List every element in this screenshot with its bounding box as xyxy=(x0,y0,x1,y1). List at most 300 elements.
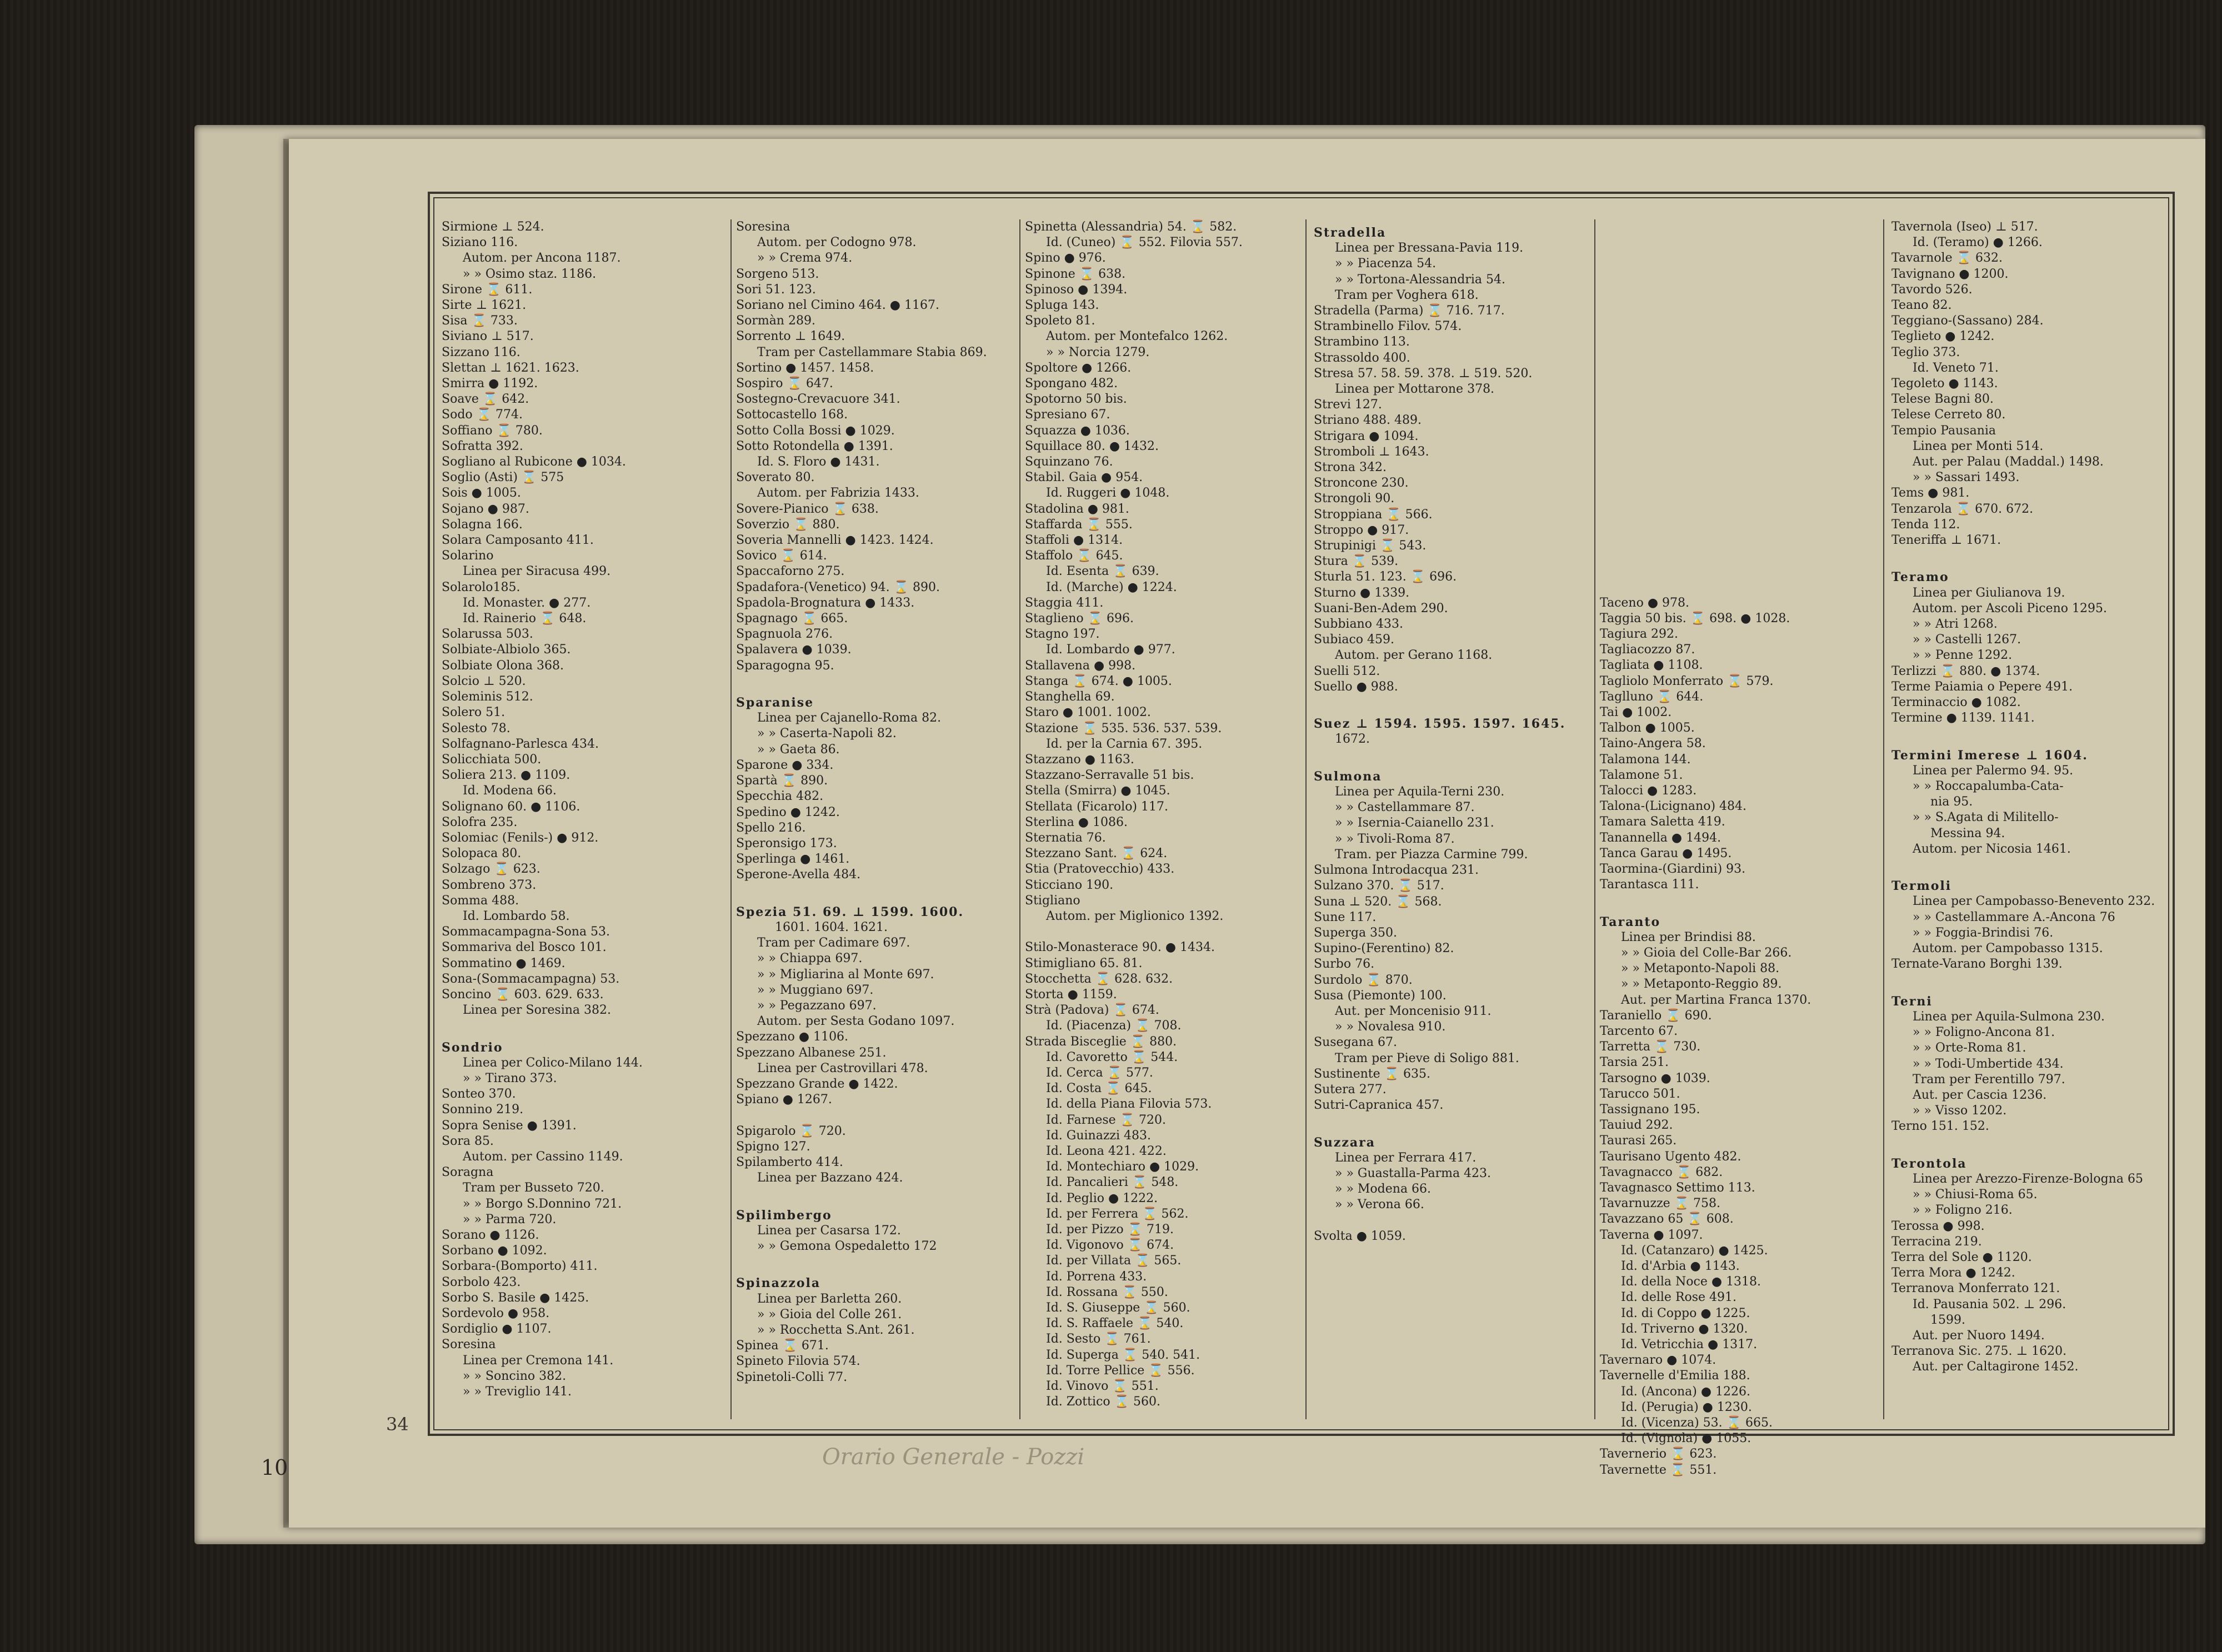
index-entry: Sottocastello 168. xyxy=(736,408,848,422)
index-entry xyxy=(1600,407,1880,423)
column-divider xyxy=(1594,219,1595,1419)
index-entry: Stanga ⌛ 674. ● 1005. xyxy=(1025,674,1172,688)
index-entry: Linea per Monti 514. xyxy=(1913,439,2044,453)
index-entry: Linea per Brindisi 88. xyxy=(1621,930,1756,944)
index-entry: Spezzano Albanese 251. xyxy=(736,1045,887,1060)
index-entry: nia 95. xyxy=(1930,795,1973,809)
index-entry: Terossa ● 998. xyxy=(1891,1219,1985,1233)
index-entry: Stagno 197. xyxy=(1025,627,1100,642)
index-entry: Stellata (Ficarolo) 117. xyxy=(1025,799,1168,814)
index-column-4 xyxy=(1314,219,1594,1419)
index-entry: Aut. per Martina Franca 1370. xyxy=(1621,993,1811,1007)
index-entry xyxy=(1891,726,2172,742)
index-entry: Spinea ⌛ 671. xyxy=(736,1339,829,1353)
index-entry: Id. Vetricchia ● 1317. xyxy=(1621,1338,1758,1352)
index-entry: » » Soncino 382. xyxy=(463,1369,567,1383)
index-entry xyxy=(1314,1113,1594,1129)
index-entry: Id. Modena 66. xyxy=(463,784,557,798)
index-entry: Tavazzano 65 ⌛ 608. xyxy=(1600,1212,1734,1227)
index-entry: Id. Veneto 71. xyxy=(1913,361,1999,375)
index-entry: Id. Esenta ⌛ 639. xyxy=(1046,564,1159,579)
index-entry: Strigara ● 1094. xyxy=(1314,429,1419,443)
index-entry: Id. di Coppo ● 1225. xyxy=(1621,1306,1750,1320)
index-entry: Strambino 113. xyxy=(1314,335,1410,349)
index-entry: Solagna 166. xyxy=(442,517,523,532)
index-entry: Id. Monaster. ● 277. xyxy=(463,595,591,610)
index-entry: Autom. per Fabrizia 1433. xyxy=(757,486,919,500)
index-entry: Sois ● 1005. xyxy=(442,486,521,500)
index-entry: Soverzio ⌛ 880. xyxy=(736,517,840,532)
index-entry: Sofratta 392. xyxy=(442,439,523,453)
index-entry: Sordiglio ● 1107. xyxy=(442,1322,552,1336)
index-entry: Tempio Pausania xyxy=(1891,423,1996,438)
index-entry: Storta ● 1159. xyxy=(1025,987,1117,1002)
index-entry: Linea per Bressana-Pavia 119. xyxy=(1335,241,1524,256)
index-entry: 1672. xyxy=(1335,732,1370,747)
index-entry: Terno 151. 152. xyxy=(1891,1119,1989,1134)
index-entry: » » Atri 1268. xyxy=(1913,617,1998,632)
index-entry: Suello ● 988. xyxy=(1314,679,1398,694)
index-entry: Tavignano ● 1200. xyxy=(1891,267,2009,281)
index-entry: Spiano ● 1267. xyxy=(736,1093,832,1107)
section-heading: Stradella xyxy=(1314,226,1387,240)
index-entry: Sordevolo ● 958. xyxy=(442,1306,550,1320)
index-entry: Linea per Palermo 94. 95. xyxy=(1913,763,2074,778)
index-entry: Stazione ⌛ 535. 536. 537. 539. xyxy=(1025,721,1222,735)
index-entry: Tauiud 292. xyxy=(1600,1118,1673,1133)
index-entry: Sperlinga ● 1461. xyxy=(736,852,850,867)
index-entry: » » Castelli 1267. xyxy=(1913,633,2021,647)
index-entry: Id. Superga ⌛ 540. 541. xyxy=(1046,1348,1200,1362)
index-entry xyxy=(736,883,1017,899)
index-entry: Siziano 116. xyxy=(442,236,518,250)
index-entry xyxy=(1600,893,1880,908)
index-entry: Telese Cerreto 80. xyxy=(1891,408,2006,422)
index-entry: Taggia 50 bis. ⌛ 698. ● 1028. xyxy=(1600,611,1790,625)
index-entry: Sombreno 373. xyxy=(442,878,537,892)
index-entry: Spigarolo ⌛ 720. xyxy=(736,1124,846,1138)
index-entry: Teneriffa ⊥ 1671. xyxy=(1891,533,2001,548)
index-entry xyxy=(1600,423,1880,438)
index-entry: Sirmione ⊥ 524. xyxy=(442,220,544,234)
index-entry: Stazzano ● 1163. xyxy=(1025,752,1134,767)
index-entry: Teggiano-(Sassano) 284. xyxy=(1891,314,2044,328)
index-entry: Tavernette ⌛ 551. xyxy=(1600,1463,1717,1477)
index-entry: Smirra ● 1192. xyxy=(442,377,538,391)
index-entry: Tavarnuzze ⌛ 758. xyxy=(1600,1197,1721,1211)
index-entry: Tavernola (Iseo) ⊥ 517. xyxy=(1891,220,2038,234)
index-entry: Autom. per Codogno 978. xyxy=(757,236,917,250)
index-entry xyxy=(1314,1213,1594,1229)
section-heading: Taranto xyxy=(1600,914,1661,929)
index-entry: Solbiate-Albiolo 365. xyxy=(442,643,571,657)
index-entry: Soresina xyxy=(736,220,790,234)
index-entry: Id. S. Giuseppe ⌛ 560. xyxy=(1046,1301,1190,1315)
column-divider xyxy=(1883,219,1884,1419)
index-entry: Tram per Ferentillo 797. xyxy=(1913,1072,2065,1087)
index-entry: » » Sassari 1493. xyxy=(1913,470,2020,485)
index-entry: Telese Bagni 80. xyxy=(1891,392,1994,407)
index-entry: Taverna ● 1097. xyxy=(1600,1228,1703,1242)
index-entry: Aut. per Caltagirone 1452. xyxy=(1913,1360,2079,1374)
section-heading: Spinazzola xyxy=(736,1276,821,1291)
index-entry: Slettan ⊥ 1621. 1623. xyxy=(442,361,579,375)
index-entry: Sora 85. xyxy=(442,1134,494,1148)
index-entry: Sormàn 289. xyxy=(736,314,815,328)
index-entry: Id. Farnese ⌛ 720. xyxy=(1046,1113,1167,1127)
index-entry: Sterlina ● 1086. xyxy=(1025,815,1128,829)
index-entry: » » Migliarina al Monte 697. xyxy=(757,967,934,982)
index-entry: Solesto 78. xyxy=(442,721,511,735)
index-entry: » » Gioia del Colle 261. xyxy=(757,1307,902,1321)
index-entry: Id. Lombardo 58. xyxy=(463,909,570,923)
index-entry xyxy=(1600,376,1880,392)
index-entry: Linea per Soresina 382. xyxy=(463,1003,611,1018)
index-entry: Id. (Catanzaro) ● 1425. xyxy=(1621,1243,1768,1258)
index-entry: Spino ● 976. xyxy=(1025,251,1106,266)
index-entry: Id. (Piacenza) ⌛ 708. xyxy=(1046,1019,1182,1033)
index-entry xyxy=(1891,857,2172,873)
index-entry: » » Roccapalumba-Cata- xyxy=(1913,779,2064,794)
index-entry: Tarantasca 111. xyxy=(1600,878,1699,892)
index-entry: Id. (Marche) ● 1224. xyxy=(1046,580,1177,594)
index-entry: » » S.Agata di Militello- xyxy=(1913,810,2059,825)
index-entry: Strona 342. xyxy=(1314,460,1387,475)
index-entry: Spineto Filovia 574. xyxy=(736,1354,860,1369)
index-entry: Solfagnano-Parlesca 434. xyxy=(442,737,599,751)
index-entry: Id. per Ferrera ⌛ 562. xyxy=(1046,1207,1189,1221)
index-entry: Stanghella 69. xyxy=(1025,690,1115,704)
index-entry: Soriano nel Cimino 464. ● 1167. xyxy=(736,298,939,313)
index-entry: Linea per Colico-Milano 144. xyxy=(463,1055,643,1070)
index-entry: Spoleto 81. xyxy=(1025,314,1095,328)
index-entry: Spongano 482. xyxy=(1025,377,1118,391)
index-entry: Sturno ● 1339. xyxy=(1314,585,1410,600)
index-entry: Autom. per Miglionico 1392. xyxy=(1046,909,1224,923)
index-entry xyxy=(1600,470,1880,485)
index-entry: Messina 94. xyxy=(1930,826,2005,840)
index-entry: Stradella (Parma) ⌛ 716. 717. xyxy=(1314,304,1505,318)
index-entry: Suelli 512. xyxy=(1314,664,1380,678)
index-entry: Spinone ⌛ 638. xyxy=(1025,267,1126,281)
index-entry: Linea per Mottarone 378. xyxy=(1335,382,1495,397)
index-entry: » » Novalesa 910. xyxy=(1335,1020,1446,1034)
index-entry: Tarcento 67. xyxy=(1600,1024,1678,1038)
index-entry xyxy=(736,674,1017,689)
index-entry: Stocchetta ⌛ 628. 632. xyxy=(1025,972,1173,986)
index-entry: Tenda 112. xyxy=(1891,517,1960,532)
index-entry: Sulzano 370. ⌛ 517. xyxy=(1314,879,1444,893)
index-entry: Linea per Cajanello-Roma 82. xyxy=(757,711,942,725)
index-entry: Sona-(Sommacampagna) 53. xyxy=(442,972,620,986)
index-entry: Talamone 51. xyxy=(1600,768,1683,782)
index-entry: Svolta ● 1059. xyxy=(1314,1229,1406,1243)
index-entry xyxy=(1600,485,1880,501)
index-entry: Tassignano 195. xyxy=(1600,1102,1700,1117)
index-entry: Linea per Bazzano 424. xyxy=(757,1171,903,1185)
index-entry: Siviano ⊥ 517. xyxy=(442,329,534,344)
index-entry: Teglio 373. xyxy=(1891,345,1960,359)
index-entry: » » Guastalla-Parma 423. xyxy=(1335,1166,1492,1180)
index-entry: Solcio ⊥ 520. xyxy=(442,674,526,688)
index-entry: Spadafora-(Venetico) 94. ⌛ 890. xyxy=(736,580,940,594)
index-entry: Sirte ⊥ 1621. xyxy=(442,298,527,313)
index-entry: Tavagnasco Settimo 113. xyxy=(1600,1181,1755,1195)
index-entry: Staro ● 1001. 1002. xyxy=(1025,705,1151,720)
index-entry: Talamona 144. xyxy=(1600,752,1691,767)
index-entry: Terme Paiamia o Pepere 491. xyxy=(1891,679,2073,694)
index-entry xyxy=(1600,219,1880,235)
column-divider xyxy=(730,219,732,1419)
index-entry: Stresa 57. 58. 59. 378. ⊥ 519. 520. xyxy=(1314,366,1533,381)
section-heading: Spezia 51. 69. ⊥ 1599. 1600. xyxy=(736,904,964,919)
index-entry: Soverato 80. xyxy=(736,470,815,485)
index-entry: Aut. per Nuoro 1494. xyxy=(1913,1328,2045,1343)
index-entry: Stroppo ● 917. xyxy=(1314,523,1409,537)
index-entry: Id. Lombardo ● 977. xyxy=(1046,643,1175,657)
index-entry: Id. Pancalieri ⌛ 548. xyxy=(1046,1175,1179,1190)
index-entry: » » Foligno-Ancona 81. xyxy=(1913,1025,2055,1040)
index-entry: Sonteo 370. xyxy=(442,1087,516,1102)
index-entry: Linea per Giulianova 19. xyxy=(1913,585,2065,600)
index-entry: Id. Peglio ● 1222. xyxy=(1046,1191,1158,1205)
index-entry: Squinzano 76. xyxy=(1025,455,1113,469)
index-entry: Id. Guinazzi 483. xyxy=(1046,1128,1152,1143)
index-entry: Solignano 60. ● 1106. xyxy=(442,799,580,814)
index-entry: Teano 82. xyxy=(1891,298,1952,313)
index-entry: Id. Costa ⌛ 645. xyxy=(1046,1082,1152,1096)
index-entry: Staggia 411. xyxy=(1025,595,1104,610)
index-entry: Sperone-Avella 484. xyxy=(736,868,861,882)
index-entry: Autom. per Ancona 1187. xyxy=(463,251,621,266)
index-entry: Id. Zottico ⌛ 560. xyxy=(1046,1395,1160,1409)
index-entry: Soncino ⌛ 603. 629. 633. xyxy=(442,987,604,1002)
index-entry: Tavarnole ⌛ 632. xyxy=(1891,251,2003,266)
index-entry: Strongoli 90. xyxy=(1314,492,1395,506)
index-entry: Tarretta ⌛ 730. xyxy=(1600,1040,1701,1054)
index-entry xyxy=(1600,251,1880,266)
index-entry: Susegana 67. xyxy=(1314,1035,1398,1050)
index-entry: Linea per Cremona 141. xyxy=(463,1353,614,1368)
index-entry: Sirone ⌛ 611. xyxy=(442,282,533,297)
index-entry: Id. (Vicenza) 53. ⌛ 665. xyxy=(1621,1416,1773,1430)
index-entry: Tram per Busseto 720. xyxy=(463,1181,604,1195)
index-entry: Terlizzi ⌛ 880. ● 1374. xyxy=(1891,664,2040,678)
index-entry: Teglieto ● 1242. xyxy=(1891,329,1995,344)
index-entry: Id. Ruggeri ● 1048. xyxy=(1046,486,1170,500)
index-entry: » » Treviglio 141. xyxy=(463,1385,572,1399)
index-entry: Sopra Senise ● 1391. xyxy=(442,1118,577,1133)
index-entry: Linea per Casarsa 172. xyxy=(757,1223,901,1238)
index-entry: Staffoli ● 1314. xyxy=(1025,533,1123,548)
index-entry: » » Metaponto-Reggio 89. xyxy=(1621,977,1782,992)
index-entry: Id. S. Raffaele ⌛ 540. xyxy=(1046,1316,1184,1331)
index-entry: » » Crema 974. xyxy=(757,251,853,266)
index-entry: Stroppiana ⌛ 566. xyxy=(1314,507,1433,522)
index-entry: Sulmona Introdacqua 231. xyxy=(1314,863,1479,878)
index-entry: Tavernelle d'Emilia 188. xyxy=(1600,1369,1750,1383)
index-entry: Tagiura 292. xyxy=(1600,627,1678,641)
index-entry: » » Tortona-Alessandria 54. xyxy=(1335,272,1505,287)
index-entry: Terracina 219. xyxy=(1891,1234,1982,1249)
index-entry: Terranova Sic. 275. ⊥ 1620. xyxy=(1891,1344,2067,1359)
index-entry xyxy=(442,1018,722,1034)
index-entry: Stadolina ● 981. xyxy=(1025,502,1129,516)
index-entry: Id. per la Carnia 67. 395. xyxy=(1046,737,1203,751)
index-entry: Spaccaforno 275. xyxy=(736,564,845,579)
index-entry xyxy=(1600,548,1880,564)
index-entry xyxy=(1891,1135,2172,1150)
index-entry: Sticciano 190. xyxy=(1025,878,1114,892)
index-entry: Sizzano 116. xyxy=(442,345,521,359)
page-number-inner: 34 xyxy=(386,1414,409,1435)
index-entry: 1601. 1604. 1621. xyxy=(775,920,888,934)
index-entry: Sutri-Capranica 457. xyxy=(1314,1098,1444,1113)
index-entry: Strambinello Filov. 574. xyxy=(1314,319,1462,334)
index-entry: » » Chiusi-Roma 65. xyxy=(1913,1188,2038,1202)
index-entry: Sorbara-(Bomporto) 411. xyxy=(442,1259,598,1274)
index-column-5 xyxy=(1600,219,1880,1477)
index-entry xyxy=(1025,924,1305,940)
index-entry: Talocci ● 1283. xyxy=(1600,783,1697,798)
section-heading: Teramo xyxy=(1891,570,1949,585)
index-entry: » » Parma 720. xyxy=(463,1212,557,1227)
index-entry xyxy=(1600,517,1880,533)
index-entry: Solopaca 80. xyxy=(442,847,522,861)
index-column-1 xyxy=(442,219,722,1419)
index-entry: Ternate-Varano Borghi 139. xyxy=(1891,957,2063,972)
index-entry: Sori 51. 123. xyxy=(736,282,816,297)
index-entry: Solbiate Olona 368. xyxy=(442,658,564,673)
section-heading: Terontola xyxy=(1891,1156,1967,1171)
index-entry: Linea per Castrovillari 478. xyxy=(757,1061,928,1075)
index-entry: Sommatino ● 1469. xyxy=(442,956,565,970)
index-entry: Soveria Mannelli ● 1423. 1424. xyxy=(736,533,934,548)
index-entry xyxy=(1600,298,1880,313)
index-entry: Sturla 51. 123. ⌛ 696. xyxy=(1314,570,1457,584)
index-entry: » » Tirano 373. xyxy=(463,1071,557,1085)
index-entry: » » Visso 1202. xyxy=(1913,1104,2007,1118)
index-entry: Aut. per Moncenisio 911. xyxy=(1335,1004,1492,1018)
index-entry xyxy=(1600,439,1880,454)
index-entry: Taglluno ⌛ 644. xyxy=(1600,689,1704,704)
index-entry: Subiaco 459. xyxy=(1314,633,1395,647)
index-column-6 xyxy=(1891,219,2172,1419)
index-entry: » » Verona 66. xyxy=(1335,1198,1424,1212)
index-entry: Autom. per Nicosia 1461. xyxy=(1913,842,2071,856)
index-entry: Spartà ⌛ 890. xyxy=(736,774,828,788)
index-entry: Id. Montechiaro ● 1029. xyxy=(1046,1160,1199,1174)
index-entry: Solarolo185. xyxy=(442,580,521,594)
index-entry: Sostegno-Crevacuore 341. xyxy=(736,392,900,407)
index-entry: Strada Bisceglie ⌛ 880. xyxy=(1025,1034,1177,1049)
index-entry: Soliera 213. ● 1109. xyxy=(442,768,570,783)
index-entry: Id. della Piana Filovia 573. xyxy=(1046,1097,1212,1112)
index-entry: Sorbolo 423. xyxy=(442,1275,521,1289)
index-entry: Autom. per Sesta Godano 1097. xyxy=(757,1014,955,1029)
index-entry: » » Castellammare A.-Ancona 76 xyxy=(1913,910,2115,924)
index-entry: Sodo ⌛ 774. xyxy=(442,408,523,422)
index-entry: Stallavena ● 998. xyxy=(1025,658,1136,673)
index-entry xyxy=(1891,973,2172,988)
index-entry: Strà (Padova) ⌛ 674. xyxy=(1025,1003,1159,1018)
index-entry: » » Norcia 1279. xyxy=(1046,345,1150,359)
index-entry: Spoltore ● 1266. xyxy=(1025,361,1132,375)
index-entry: Stimigliano 65. 81. xyxy=(1025,956,1143,970)
index-entry: Id. per Villata ⌛ 565. xyxy=(1046,1254,1182,1268)
index-entry: Spotorno 50 bis. xyxy=(1025,392,1127,407)
index-entry: Stezzano Sant. ⌛ 624. xyxy=(1025,847,1168,861)
index-entry: Tarsia 251. xyxy=(1600,1055,1669,1070)
index-entry: Solarino xyxy=(442,549,494,563)
index-entry: Stazzano-Serravalle 51 bis. xyxy=(1025,768,1194,783)
index-entry xyxy=(1600,361,1880,376)
index-entry: Tram per Pieve di Soligo 881. xyxy=(1335,1051,1519,1065)
column-divider xyxy=(1019,219,1020,1419)
index-entry: Spagnago ⌛ 665. xyxy=(736,612,848,626)
index-entry: Linea per Ferrara 417. xyxy=(1335,1150,1477,1165)
index-entry: Soragna xyxy=(442,1165,494,1180)
section-heading: Sparanise xyxy=(736,695,814,710)
index-entry: » » Isernia-Caianello 231. xyxy=(1335,816,1494,830)
index-entry xyxy=(1600,345,1880,361)
index-entry: Autom. per Campobasso 1315. xyxy=(1913,942,2103,956)
index-entry: Stigliano xyxy=(1025,893,1080,908)
index-entry: Id. Rossana ⌛ 550. xyxy=(1046,1285,1168,1299)
index-entry: Tamara Saletta 419. xyxy=(1600,815,1725,829)
index-entry: Autom. per Cassino 1149. xyxy=(463,1149,623,1164)
index-entry: » » Tivoli-Roma 87. xyxy=(1335,832,1455,846)
index-entry: Stura ⌛ 539. xyxy=(1314,554,1399,569)
index-entry: Speronsigo 173. xyxy=(736,836,837,850)
index-entry: Staglieno ⌛ 696. xyxy=(1025,612,1134,626)
index-entry: Taurasi 265. xyxy=(1600,1134,1677,1148)
index-entry: » » Piacenza 54. xyxy=(1335,257,1437,271)
index-entry: Spinoso ● 1394. xyxy=(1025,282,1128,297)
index-entry: Solero 51. xyxy=(442,705,506,720)
index-entry: Sorano ● 1126. xyxy=(442,1228,539,1242)
index-entry: Tram per Cadimare 697. xyxy=(757,936,910,950)
index-entry: » » Castellammare 87. xyxy=(1335,800,1475,815)
index-entry: Tram. per Piazza Carmine 799. xyxy=(1335,847,1528,862)
index-entry: Sovico ⌛ 614. xyxy=(736,549,827,563)
section-heading: Termini Imerese ⊥ 1604. xyxy=(1891,748,2088,763)
index-entry: » » Metaponto-Napoli 88. xyxy=(1621,962,1780,976)
index-entry: Squillace 80. ● 1432. xyxy=(1025,439,1159,453)
section-heading: Termoli xyxy=(1891,879,1952,894)
index-entry: » » Osimo staz. 1186. xyxy=(463,267,597,281)
index-entry: Id. (Perugia) ● 1230. xyxy=(1621,1400,1752,1414)
index-entry: Spinetta (Alessandria) 54. ⌛ 582. xyxy=(1025,220,1237,234)
index-entry: Sisa ⌛ 733. xyxy=(442,314,518,328)
index-entry: » » Todi-Umbertide 434. xyxy=(1913,1057,2064,1071)
index-entry: Sutera 277. xyxy=(1314,1082,1387,1097)
index-entry: Solara Camposanto 411. xyxy=(442,533,594,548)
index-entry: Sospiro ⌛ 647. xyxy=(736,377,833,391)
index-entry: » » Orte-Roma 81. xyxy=(1913,1041,2026,1055)
index-entry: Terranova Monferrato 121. xyxy=(1891,1281,2060,1296)
index-entry: Staffolo ⌛ 645. xyxy=(1025,549,1123,563)
index-entry: Tems ● 981. xyxy=(1891,486,1970,500)
section-heading: Terni xyxy=(1891,994,1933,1009)
section-heading: Suez ⊥ 1594. 1595. 1597. 1645. xyxy=(1314,717,1566,732)
index-entry: Id. Vigonovo ⌛ 674. xyxy=(1046,1238,1174,1253)
index-entry: Stilo-Monasterace 90. ● 1434. xyxy=(1025,940,1215,955)
index-entry: Id. delle Rose 491. xyxy=(1621,1290,1737,1305)
index-entry: Spinetoli-Colli 77. xyxy=(736,1370,848,1384)
index-entry: Id. (Cuneo) ⌛ 552. Filovia 557. xyxy=(1046,236,1243,250)
index-entry xyxy=(1600,267,1880,282)
